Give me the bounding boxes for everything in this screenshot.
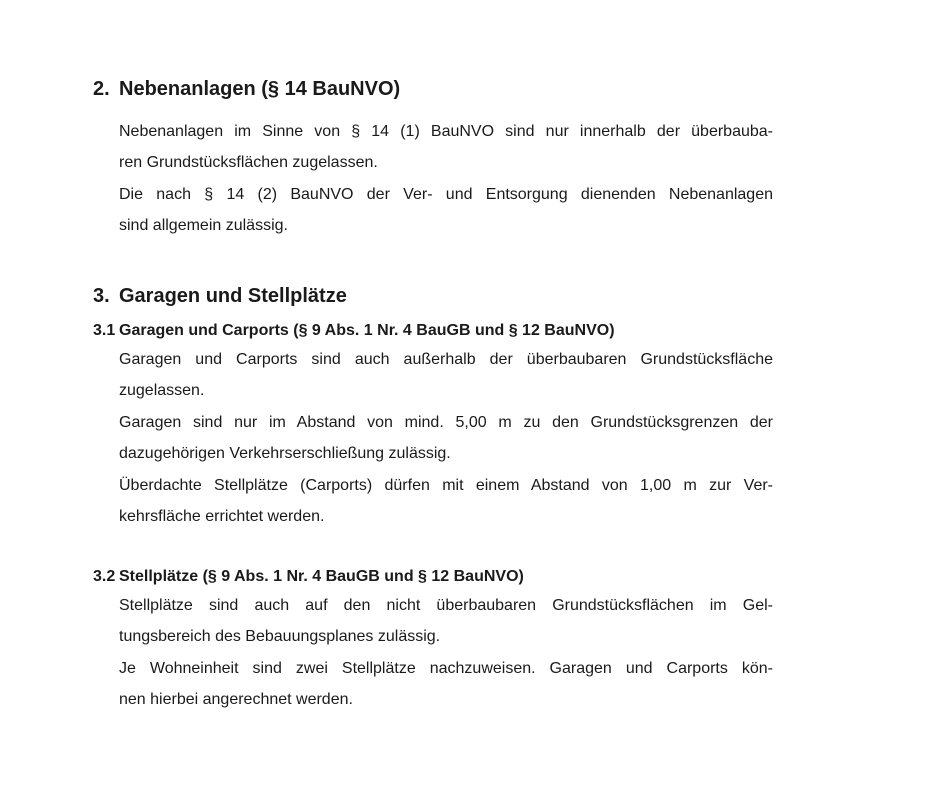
paragraph-line: ren Grundstücksflächen zugelassen.	[119, 154, 378, 171]
section-3-title: Garagen und Stellplätze	[119, 285, 347, 307]
paragraph-line: zugelassen.	[119, 382, 205, 399]
paragraph-line: tungsbereich des Bebauungsplanes zulässig.	[119, 628, 441, 645]
section-2-title: Nebenanlagen (§ 14 BauNVO)	[119, 78, 401, 100]
paragraph-line: Garagen sind nur im Abstand von mind. 5,00 m zu den Grundstücksgrenzen der	[119, 414, 773, 431]
paragraph-line: nen hierbei angerechnet werden.	[119, 691, 353, 708]
paragraph-line: dazugehörigen Verkehrserschließung zulässig.	[119, 445, 451, 462]
paragraph-line: Überdachte Stellplätze (Carports) dürfen mit einem Abstand von 1,00 m zur Ver-	[119, 477, 773, 494]
paragraph-line: sind allgemein zulässig.	[119, 217, 288, 234]
section-2-number: 2.	[93, 78, 110, 100]
paragraph-line: Je Wohneinheit sind zwei Stellplätze nachzuweisen. Garagen und Carports kön-	[119, 660, 773, 677]
paragraph-line: kehrsfläche errichtet werden.	[119, 508, 325, 525]
paragraph-line: Nebenanlagen im Sinne von § 14 (1) BauNVO sind nur innerhalb der überbauba-	[119, 123, 773, 140]
paragraph-line: Garagen und Carports sind auch außerhalb der überbaubaren Grundstücksfläche	[119, 351, 773, 368]
subsection-3-2-number: 3.2	[93, 568, 116, 585]
subsection-3-1-title: Garagen und Carports (§ 9 Abs. 1 Nr. 4 BauGB und § 12 BauNVO)	[119, 322, 615, 339]
subsection-3-2-title: Stellplätze (§ 9 Abs. 1 Nr. 4 BauGB und § 12 BauNVO)	[119, 568, 524, 585]
paragraph-line: Stellplätze sind auch auf den nicht überbaubaren Grundstücksflächen im Gel-	[119, 597, 773, 614]
subsection-3-1-number: 3.1	[93, 322, 116, 339]
paragraph-line: Die nach § 14 (2) BauNVO der Ver- und Entsorgung dienenden Nebenanlagen	[119, 186, 773, 203]
section-3-number: 3.	[93, 285, 110, 307]
